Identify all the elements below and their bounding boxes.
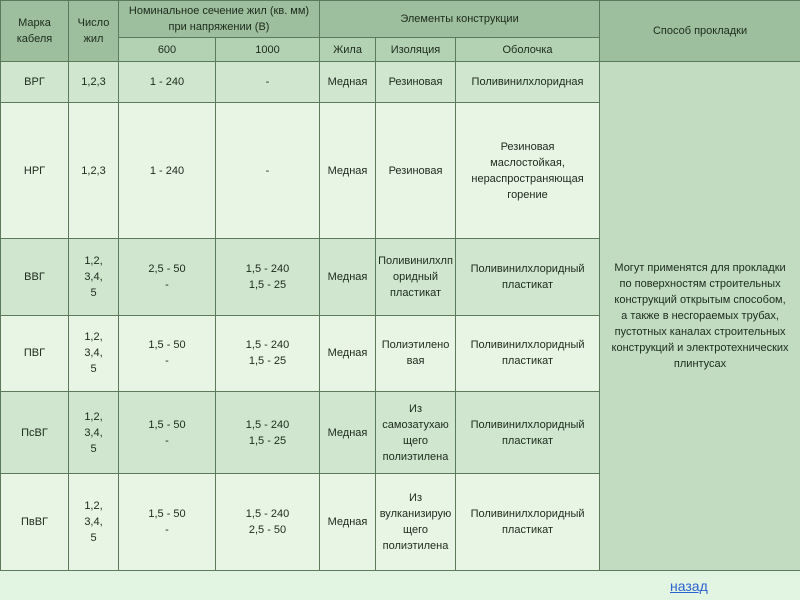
cell-brand xyxy=(1,315,69,392)
cell-sheath-line: пластикат xyxy=(501,523,554,536)
header-core xyxy=(320,37,376,62)
cell-s600-line: - xyxy=(165,278,169,291)
cell-cores xyxy=(69,392,119,474)
cell-insulation-line: Поливинилхлп xyxy=(378,254,453,267)
cell-s600-line: 1,5 - 50 xyxy=(148,339,186,352)
cell-sheath-line: пластикат xyxy=(501,434,554,447)
header-method-text: Способ прокладки xyxy=(652,25,748,38)
method-text-line: конструкций открытым способом, xyxy=(614,294,786,307)
cell-sheath xyxy=(456,473,600,570)
cell-cores-line: 5 xyxy=(90,442,97,455)
cell-s1000 xyxy=(216,392,320,474)
cell-s1000-line: 1,5 - 240 xyxy=(245,418,290,431)
header-brand xyxy=(1,1,69,62)
cell-brand xyxy=(1,62,69,103)
header-core-text: Жила xyxy=(333,43,362,56)
cell-cores-line: 3,4, xyxy=(84,347,103,360)
cell-insulation xyxy=(376,239,456,316)
cell-cores-line: 3,4, xyxy=(84,515,103,528)
cell-cores xyxy=(69,239,119,316)
cell-insulation-line: Резиновая xyxy=(388,164,443,177)
cell-s600-line: 1,5 - 50 xyxy=(148,507,186,520)
cell-s600-line: - xyxy=(165,434,169,447)
cell-insulation xyxy=(376,315,456,392)
cell-insulation-line: полиэтилена xyxy=(382,539,449,552)
cell-cores-line: 1,2, xyxy=(84,331,103,344)
header-elements-text: Элементы конструкции xyxy=(400,12,519,25)
cell-insulation-line: самозатухаю xyxy=(382,418,449,431)
cell-insulation-line: Из xyxy=(409,402,422,415)
cell-core-text: Медная xyxy=(327,76,368,89)
cell-brand-text: НРГ xyxy=(23,164,46,177)
cell-s600 xyxy=(119,239,216,316)
cell-cores-line: 1,2, xyxy=(84,499,103,512)
cell-cores-line: 1,2, xyxy=(84,254,103,267)
cell-cores-line: 5 xyxy=(90,531,97,544)
cell-sheath xyxy=(456,62,600,103)
cell-s600-line: 1 - 240 xyxy=(149,76,185,89)
cell-s1000 xyxy=(216,62,320,103)
cell-brand-text: ВВГ xyxy=(24,270,45,283)
cell-s1000-line: 2,5 - 50 xyxy=(248,523,287,536)
cell-core-text: Медная xyxy=(327,347,368,360)
cell-cores-line: 3,4, xyxy=(84,270,103,283)
cell-s600-line: - xyxy=(165,355,169,368)
cell-insulation xyxy=(376,62,456,103)
cell-s600 xyxy=(119,392,216,474)
cell-brand-text: ПВГ xyxy=(23,347,46,360)
cell-brand-text: ВРГ xyxy=(24,76,45,89)
cell-s1000-line: 1,5 - 25 xyxy=(248,434,287,447)
cell-sheath xyxy=(456,392,600,474)
cell-s600-line: 1 - 240 xyxy=(149,164,185,177)
cell-s600 xyxy=(119,473,216,570)
cell-s1000-line: 1,5 - 240 xyxy=(245,507,290,520)
cell-core xyxy=(320,473,376,570)
cell-insulation-line: полиэтилена xyxy=(382,450,449,463)
cell-sheath xyxy=(456,103,600,239)
cell-core xyxy=(320,62,376,103)
cell-cores-line: 1,2,3 xyxy=(81,76,106,89)
cell-insulation-line: вулканизирую xyxy=(379,507,452,520)
cell-sheath-line: Поливинилхлоридный xyxy=(470,339,585,352)
cell-s600-line: 1,5 - 50 xyxy=(148,418,186,431)
header-sheath-text: Оболочка xyxy=(502,43,553,56)
header-1000-text: 1000 xyxy=(255,43,280,56)
method-text-line: плинтусах xyxy=(673,358,727,371)
header-elements xyxy=(320,1,600,38)
cell-sheath-line: Поливинилхлоридный xyxy=(470,262,585,275)
cell-s600-line: 2,5 - 50 xyxy=(148,262,186,275)
header-insulation xyxy=(376,37,456,62)
cell-s1000-line: - xyxy=(265,76,270,89)
cell-cores xyxy=(69,62,119,103)
cell-s1000-line: 1,5 - 240 xyxy=(245,339,290,352)
cell-core xyxy=(320,103,376,239)
cell-core xyxy=(320,315,376,392)
cell-insulation-line: щего xyxy=(403,523,428,536)
cell-s1000 xyxy=(216,103,320,239)
back-link[interactable]: назад xyxy=(670,578,708,594)
header-section-text: Номинальное сечение жил (кв. мм) при напряжении (В) xyxy=(128,4,310,33)
cell-s1000 xyxy=(216,315,320,392)
header-600-text: 600 xyxy=(157,43,177,56)
cell-sheath-line: Резиновая xyxy=(500,140,555,153)
cell-brand-text: ПвВГ xyxy=(20,515,49,528)
cell-insulation-line: вая xyxy=(406,355,425,368)
cell-brand-text: ПсВГ xyxy=(21,426,48,439)
header-insulation-text: Изоляция xyxy=(390,43,441,56)
cell-s1000-line: - xyxy=(265,164,270,177)
header-brand-text: Марка кабеля xyxy=(16,17,53,46)
cell-insulation-line: Резиновая xyxy=(388,76,443,89)
cell-sheath-line: Поливинилхлоридный xyxy=(470,418,585,431)
cell-cores xyxy=(69,473,119,570)
cell-s1000 xyxy=(216,473,320,570)
cell-core-text: Медная xyxy=(327,515,368,528)
cell-insulation xyxy=(376,392,456,474)
cell-core-text: Медная xyxy=(327,270,368,283)
cell-sheath-line: маслостойкая, xyxy=(490,156,565,169)
cell-brand xyxy=(1,239,69,316)
method-text-line: по поверхностям строительных xyxy=(619,278,781,291)
cell-cores-line: 1,2,3 xyxy=(81,164,106,177)
cell-insulation-line: пластикат xyxy=(389,286,442,299)
cell-s600-line: - xyxy=(165,523,169,536)
cell-s600 xyxy=(119,103,216,239)
cell-s1000-line: 1,5 - 25 xyxy=(248,278,287,291)
header-cores xyxy=(69,1,119,62)
cell-insulation xyxy=(376,473,456,570)
cell-sheath-line: нераспространяющая xyxy=(471,172,584,185)
cell-core-text: Медная xyxy=(327,426,368,439)
cell-cores-line: 5 xyxy=(90,363,97,376)
cell-cores xyxy=(69,315,119,392)
header-600 xyxy=(119,37,216,62)
header-section xyxy=(119,1,320,38)
cell-core xyxy=(320,239,376,316)
cell-sheath-line: пластикат xyxy=(501,355,554,368)
table-row xyxy=(1,62,800,103)
header-sheath xyxy=(456,37,600,62)
method-text-line: Могут применятся для прокладки xyxy=(614,262,786,275)
cell-insulation-line: щего xyxy=(403,434,428,447)
cell-s600 xyxy=(119,315,216,392)
header-cores-text: Число жил xyxy=(77,17,110,46)
cell-brand xyxy=(1,103,69,239)
cell-sheath xyxy=(456,239,600,316)
method-text-line: а также в несгораемых трубах, xyxy=(621,310,779,323)
cell-s1000 xyxy=(216,239,320,316)
cell-s600 xyxy=(119,62,216,103)
cell-insulation xyxy=(376,103,456,239)
cell-sheath-line: пластикат xyxy=(501,278,554,291)
cell-cores-line: 5 xyxy=(90,286,97,299)
cell-core xyxy=(320,392,376,474)
cell-core-text: Медная xyxy=(327,164,368,177)
header-method xyxy=(600,1,800,62)
cell-sheath-line: горение xyxy=(507,188,548,201)
cell-insulation-line: оридный xyxy=(393,270,438,283)
method-text-line: конструкций и электротехнических xyxy=(611,342,789,355)
header-1000 xyxy=(216,37,320,62)
cell-cores-line: 3,4, xyxy=(84,426,103,439)
method-cell xyxy=(600,62,800,571)
cell-cores-line: 1,2, xyxy=(84,410,103,423)
cell-s1000-line: 1,5 - 240 xyxy=(245,262,290,275)
cell-insulation-line: Полиэтилено xyxy=(381,339,450,352)
cell-sheath-line: Поливинилхлоридная xyxy=(471,76,584,89)
cell-brand xyxy=(1,473,69,570)
method-text-line: пустотных каналах строительных xyxy=(614,326,786,339)
cell-sheath xyxy=(456,315,600,392)
cell-brand xyxy=(1,392,69,474)
cell-insulation-line: Из xyxy=(409,491,422,504)
cell-cores xyxy=(69,103,119,239)
cell-s1000-line: 1,5 - 25 xyxy=(248,355,287,368)
cell-sheath-line: Поливинилхлоридный xyxy=(470,507,585,520)
